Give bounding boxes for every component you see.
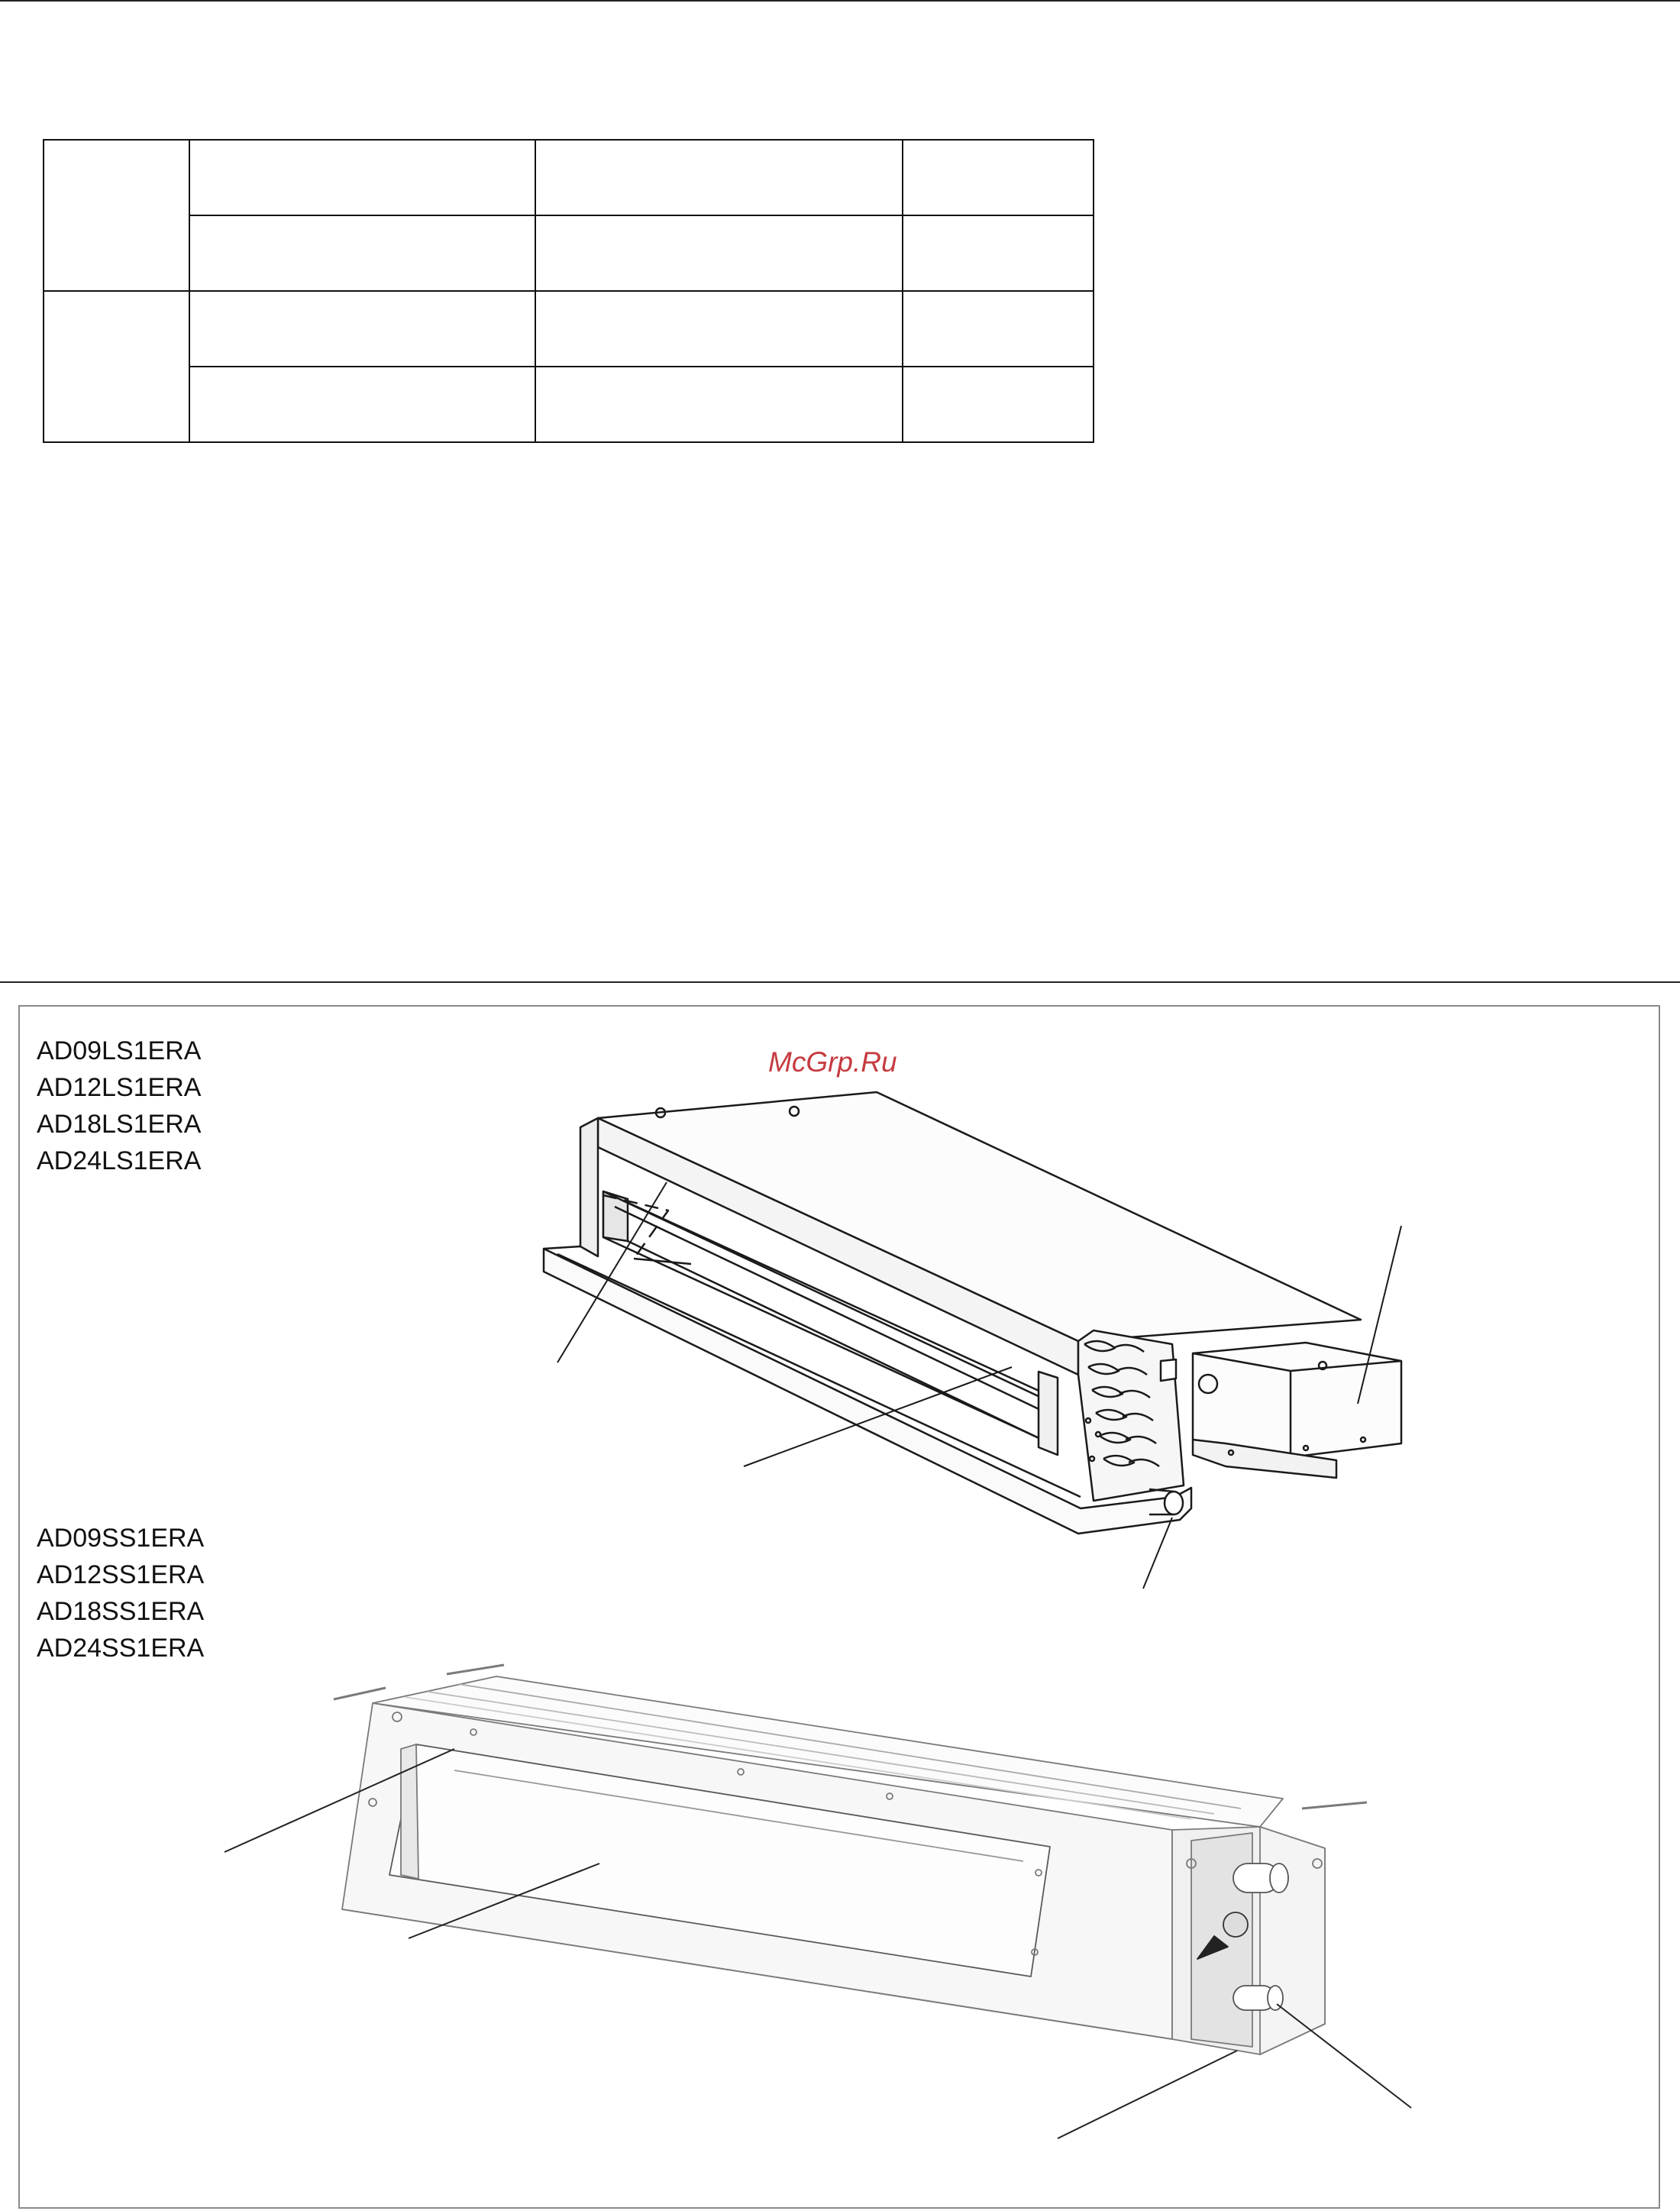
model-name: AD24LS1ERA bbox=[37, 1146, 202, 1175]
watermark-text: McGrp.Ru bbox=[768, 1046, 897, 1078]
model-name: AD24SS1ERA bbox=[37, 1634, 205, 1663]
model-name: AD18SS1ERA bbox=[37, 1597, 205, 1626]
model-name: AD09SS1ERA bbox=[37, 1524, 205, 1553]
model-name: AD12LS1ERA bbox=[37, 1073, 202, 1102]
model-name: AD12SS1ERA bbox=[37, 1560, 205, 1589]
model-name: AD09LS1ERA bbox=[37, 1036, 202, 1065]
model-name: AD18LS1ERA bbox=[37, 1110, 202, 1139]
